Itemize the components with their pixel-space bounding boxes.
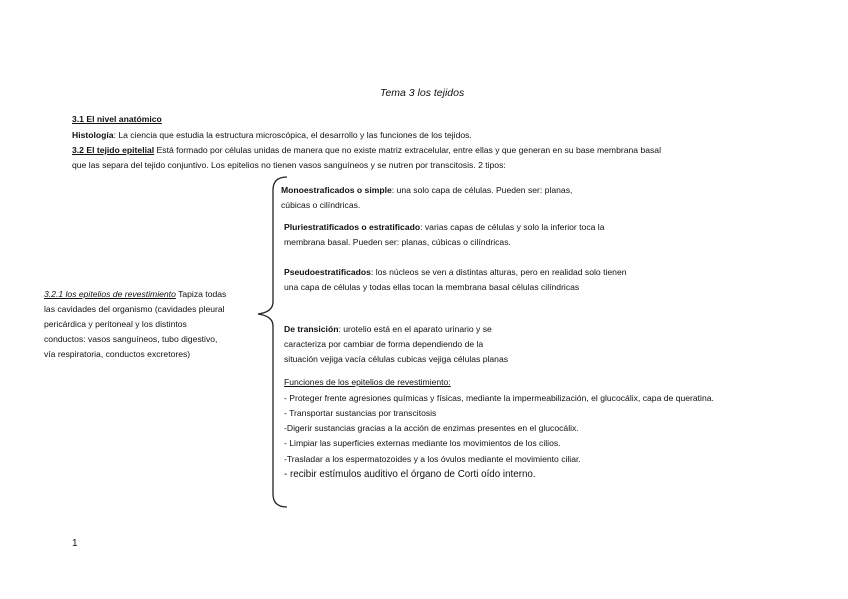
- section-3-2-heading: 3.2 El tejido epitelial: [72, 145, 155, 155]
- monoestratificado-line2: cúbicas o cilíndricas.: [281, 200, 361, 210]
- pluriestratificado-line2: membrana basal. Pueden ser: planas, cúbicas o cilíndricas.: [284, 237, 511, 247]
- transicion-line3: situación vejiga vacía células cubicas vejiga células planas: [284, 354, 509, 364]
- section-3-2-1-line3: pericárdica y peritoneal y los distintos: [44, 319, 187, 329]
- pluriestratificado-text1: : varias capas de células y solo la inferior toca la: [420, 222, 605, 232]
- funciones-heading: Funciones de los epitelios de revestimiento:: [284, 377, 451, 387]
- monoestratificado-text1: : una solo capa de células. Pueden ser: planas,: [391, 185, 573, 195]
- transicion-text1: : urotelio está en el aparato urinario y se: [338, 324, 492, 334]
- section-3-2-1-line4: conductos: vasos sanguíneos, tubo digestivo,: [44, 334, 218, 344]
- section-3-2-text1: Está formado por células unidas de manera que no existe matriz extracelular, entre ellas y que generan en su base membrana basal: [154, 145, 661, 155]
- funcion-item: - recibir estímulos auditivo el órgano de Corti oído interno.: [284, 469, 536, 480]
- transicion-line1: [284, 323, 492, 335]
- funcion-item: - Transportar sustancias por transcitosis: [284, 408, 437, 418]
- histologia-term: Histología: [72, 130, 114, 140]
- page-title: Tema 3 los tejidos: [380, 87, 465, 99]
- transicion-line2: caracteriza por cambiar de forma dependiendo de la: [284, 339, 484, 349]
- monoestratificado-line1: [281, 184, 572, 196]
- pseudoestratificado-line2: una capa de células y todas ellas tocan la membrana basal células cilíndricas: [284, 282, 580, 292]
- pluriestratificado-line1: [284, 221, 605, 233]
- pseudoestratificado-term: Pseudoestratificados: [284, 267, 371, 277]
- funcion-item: - Limpiar las superficies externas mediante los movimientos de los cilios.: [284, 438, 561, 448]
- funcion-item: -Trasladar a los espermatozoides y a los óvulos mediante el movimiento ciliar.: [284, 454, 581, 464]
- section-3-2-1-line2: las cavidades del organismo (cavidades pleural: [44, 304, 225, 314]
- page-number: 1: [72, 538, 78, 549]
- section-3-2-1-line1-rest: Tapiza todas: [175, 289, 227, 299]
- transicion-term: De transición: [284, 324, 339, 334]
- funcion-item: - Proteger frente agresiones químicas y físicas, mediante la impermeabilización, el glucocálix, capa de queratina.: [284, 393, 714, 403]
- pluriestratificado-term: Pluriestratificados o estratificado: [284, 222, 421, 232]
- histologia-text: : La ciencia que estudia la estructura microscópica, el desarrollo y las funciones de los tejidos.: [113, 130, 472, 140]
- section-3-2-1-line5: vía respiratoria, conductos excretores): [44, 349, 191, 359]
- funcion-item: -Digerir sustancias gracias a la acción de enzimas presentes en el glucocálix.: [284, 423, 579, 433]
- pseudoestratificado-line1: [284, 266, 627, 278]
- pseudoestratificado-text1: : los núcleos se ven a distintas alturas, pero en realidad solo tienen: [370, 267, 627, 277]
- section-3-2-text2: que las separa del tejido conjuntivo. Los epitelios no tienen vasos sanguíneos y se nutren por transcitosis. 2 tipos:: [72, 160, 506, 170]
- section-3-1-heading: 3.1 El nivel anatómico: [72, 114, 162, 124]
- monoestratificado-term: Monoestraficados o simple: [281, 185, 392, 195]
- section-3-2-1-heading: 3.2.1 los epitelios de revestimiento: [44, 289, 176, 299]
